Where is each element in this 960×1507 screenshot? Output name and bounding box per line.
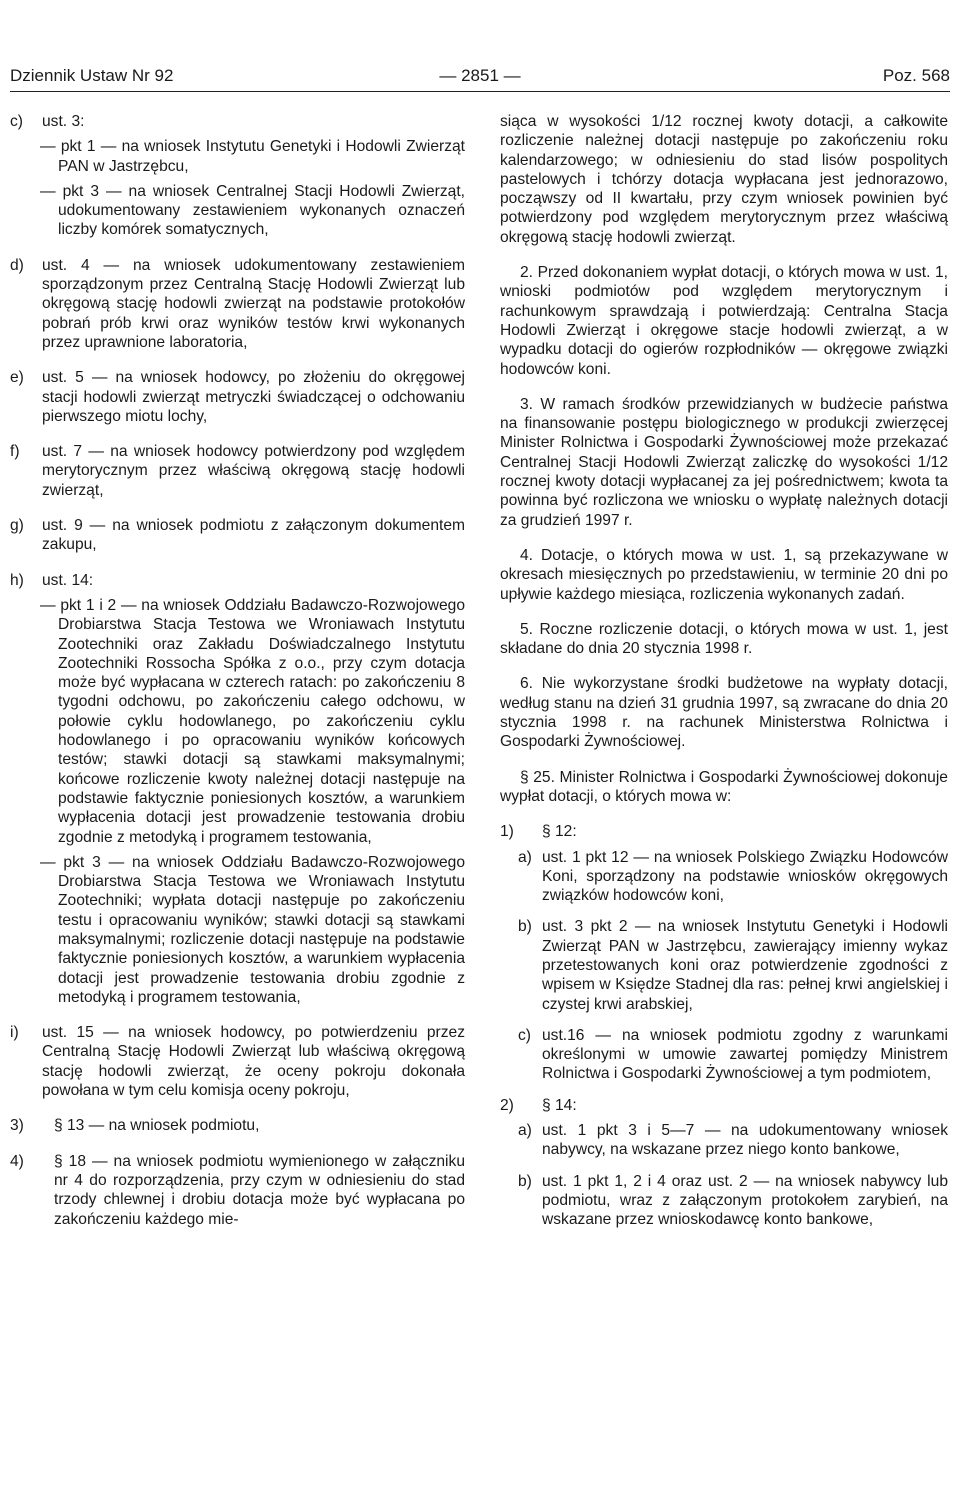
- item-c-dash-2: — pkt 3 — na wniosek Centralnej Stacji Hodowli Zwierząt, udokumentowany zestawieniem wykonanych oznaczeń liczby komórek somatycznych,: [40, 182, 465, 239]
- point-4: [10, 1152, 465, 1229]
- point-marker: 1): [500, 823, 514, 841]
- item-text: ust. 14:: [42, 571, 94, 589]
- paragraph-3: 3. W ramach środków przewidzianych w budżecie państwa na finansowanie postępu biologicznego w produkcji zwierzęcej Minister Rolnictwa i Gospodarki Żywnościowej może przekazać Centralnej Stacji Hodowli Zwierząt zaliczkę do wysokości 1/12 rocznej kwoty dotacji wypłacanej za jej pośrednictwem; kwota ta powinna być rozliczona we wniosku o wypłatę należnych dotacji za grudzień 1997 r.: [500, 395, 948, 529]
- point-text: § 18 — na wniosek podmiotu wymienionego w załączniku nr 4 do rozporządzenia, przy czym w odniesieniu do stad trzody chlewnej i drobiu dotacja może być wypłacana po zakończeniu każdego mie-: [54, 1152, 465, 1228]
- item-text: ust. 3:: [42, 113, 85, 130]
- item-marker: g): [10, 517, 24, 535]
- left-column: [10, 112, 465, 1245]
- item-text: ust. 9 — na wniosek podmiotu z załączonym dokumentem zakupu,: [42, 517, 465, 554]
- item-c: [10, 112, 465, 131]
- point-text: § 12:: [542, 823, 577, 841]
- item-text: ust. 7 — na wniosek hodowcy potwierdzony pod względem merytorycznym przez właściwą okręgową stację hodowli zwierząt,: [42, 443, 465, 499]
- journal-title: Dziennik Ustaw Nr 92: [10, 66, 174, 85]
- item-marker: b): [518, 918, 532, 936]
- item-marker: i): [10, 1024, 19, 1042]
- item-g: [10, 516, 465, 555]
- item-text: ust. 4 — na wniosek udokumentowany zestawieniem sporządzonym przez Centralną Stację Hodowli Zwierząt lub okręgową stację hodowli zwierząt na podstawie protokołów pobrań prób krwi oraz wyników testów krwi wykonanych przez uprawnione laboratoria,: [42, 256, 465, 351]
- item-marker: c): [10, 113, 23, 130]
- section-25: § 25. Minister Rolnictwa i Gospodarki Żywnościowej dokonuje wypłat dotacji, o których mowa w:: [500, 768, 948, 805]
- item-f: [10, 442, 465, 500]
- item-text: ust.16 — na wniosek podmiotu zgodny z warunkami określonymi w umowie zawartej pomiędzy Ministrem Rolnictwa i Gospodarki Żywnościowej a tym podmiotem,: [542, 1026, 948, 1083]
- item-text: ust. 1 pkt 1, 2 i 4 oraz ust. 2 — na wniosek nabywcy lub podmiotu, wraz z załączonym protokołem zarybień, na wskazane przez wnioskodawcę konto bankowe,: [542, 1172, 948, 1229]
- right-column: [500, 112, 948, 1242]
- item-d: [10, 256, 465, 352]
- point-text: § 14:: [542, 1096, 577, 1114]
- point-1-item-c: [500, 1026, 948, 1084]
- item-text: ust. 5 — na wniosek hodowcy, po złożeniu do okręgowej stacji hodowli zwierząt metryczki świadczącej o odchowaniu pierwszego miotu lochy,: [42, 369, 465, 425]
- point-text: § 13 — na wniosek podmiotu,: [54, 1117, 260, 1135]
- header-rule: [10, 91, 950, 92]
- item-c-dash-1: — pkt 1 — na wniosek Instytutu Genetyki i Hodowli Zwierząt PAN w Jastrzębcu,: [40, 138, 465, 175]
- section-25-point-1: [500, 822, 948, 841]
- item-text: ust. 3 pkt 2 — na wniosek Instytutu Genetyki i Hodowli Zwierząt PAN w Jastrzębcu, zawierający imienny wykaz przetestowanych koni oraz potwierdzenie zgodności z wpisem w Księdze Stadnej dla ras: pełnej krwi angielskiej i czystej krwi arabskiej,: [542, 918, 948, 1013]
- page-number: — 2851 —: [439, 66, 521, 85]
- item-text: ust. 1 pkt 3 i 5—7 — na udokumentowany wniosek nabywcy, na wskazane przez niego konto bankowe,: [542, 1122, 948, 1159]
- item-marker: a): [518, 1122, 532, 1140]
- section-25-point-2: [500, 1096, 948, 1115]
- point-1-item-a: [500, 848, 948, 906]
- paragraph-6: 6. Nie wykorzystane środki budżetowe na wypłaty dotacji, według stanu na dzień 31 grudnia 1997, są zwracane do dnia 20 stycznia 1998 r. na rachunek Ministerstwa Rolnictwa i Gospodarki Żywnościowej.: [500, 675, 948, 751]
- point-1-item-b: [500, 917, 948, 1013]
- item-marker: c): [518, 1026, 531, 1044]
- item-marker: e): [10, 369, 24, 387]
- continuation-paragraph: siąca w wysokości 1/12 rocznej kwoty dotacji, a całkowite rozliczenie należnej dotacji następuje po zakończeniu roku kalendarzowego; w odniesieniu do stad lisów pospolitych pastelowych i tchórzy dotacja wypłacana jest jednorazowo, począwszy od II kwartału, przy czym wniosek powinien być potwierdzony pod względem merytorycznym przez właściwą okręgową stację hodowli zwierząt.: [500, 113, 948, 246]
- position-number: Poz. 568: [882, 66, 950, 85]
- point-2-item-a: [500, 1121, 948, 1160]
- point-3: [10, 1116, 465, 1135]
- point-2-item-b: [500, 1172, 948, 1230]
- item-marker: h): [10, 571, 24, 589]
- item-marker: d): [10, 256, 24, 274]
- point-marker: 3): [10, 1117, 24, 1135]
- point-marker: 4): [10, 1152, 24, 1170]
- item-e: [10, 368, 465, 426]
- item-h: [10, 571, 465, 590]
- point-marker: 2): [500, 1096, 514, 1114]
- paragraph-4: 4. Dotacje, o których mowa w ust. 1, są przekazywane w okresach miesięcznych po przedstawieniu, w terminie 20 dni po upływie każdego miesiąca, rozliczenia wykonanych zadań.: [500, 546, 948, 603]
- item-i: [10, 1023, 465, 1100]
- item-text: ust. 15 — na wniosek hodowcy, po potwierdzeniu przez Centralną Stację Hodowli Zwierząt lub właściwą okręgową stację hodowli zwierząt, że oceny pokroju dokonała powołana w tym celu komisja oceny pokroju,: [42, 1024, 465, 1100]
- paragraph-5: 5. Roczne rozliczenie dotacji, o których mowa w ust. 1, jest składane do dnia 20 stycznia 1998 r.: [500, 620, 948, 658]
- item-text: ust. 1 pkt 12 — na wniosek Polskiego Związku Hodowców Koni, sporządzony na podstawie wniosków okręgowych związków hodowców koni,: [542, 848, 948, 905]
- item-h-dash-1: — pkt 1 i 2 — na wniosek Oddziału Badawczo-Rozwojowego Drobiarstwa Stacja Testowa we Wroniawach Instytutu Zootechniki oraz Zakładu Doświadczalnego Instytutu Zootechniki Rossocha Spółka z o.o., przy czym dotacja może być wypłacana w czterech ratach: po zakończeniu 8 tygodni odchowu, po zakończeniu całego odchowu, w połowie cyklu hodowlanego, po zakończeniu cyklu hodowlanego i po opracowaniu wyników końcowych testów; stawki dotacji są stawkami maksymalnymi; końcowe rozliczenie kwoty należnej dotacji następuje na podstawie faktycznie poniesionych kosztów, a warunkiem wypłacenia dotacji jest prowadzenie testowania drobiu zgodnie z metodyką i programem testowania,: [40, 596, 465, 846]
- item-marker: f): [10, 443, 20, 461]
- paragraph-2: 2. Przed dokonaniem wypłat dotacji, o których mowa w ust. 1, wnioski podmiotów pod względem merytorycznym i rachunkowym sprawdzają i potwierdzają: Centralna Stacja Hodowli Zwierząt i okręgowe stacje hodowli zwierząt, a w wypadku dotacji do ogierów rozpłodników — okręgowe związki hodowców koni.: [500, 264, 948, 378]
- item-h-dash-2: — pkt 3 — na wniosek Oddziału Badawczo-Rozwojowego Drobiarstwa Stacja Testowa we Wroniawach Instytutu Zootechniki; wypłata dotacji następuje po zakończeniu testu i opracowaniu wyników; stawki dotacji są stawkami maksymalnymi; rozliczenie dotacji następuje na podstawie faktycznie poniesionych kosztów, a warunkiem wypłacenia dotacji jest prowadzenie testowania drobiu zgodnie z metodyką i programem testowania,: [40, 853, 465, 1006]
- item-marker: b): [518, 1172, 532, 1190]
- page-header: [10, 64, 950, 92]
- item-marker: a): [518, 848, 532, 866]
